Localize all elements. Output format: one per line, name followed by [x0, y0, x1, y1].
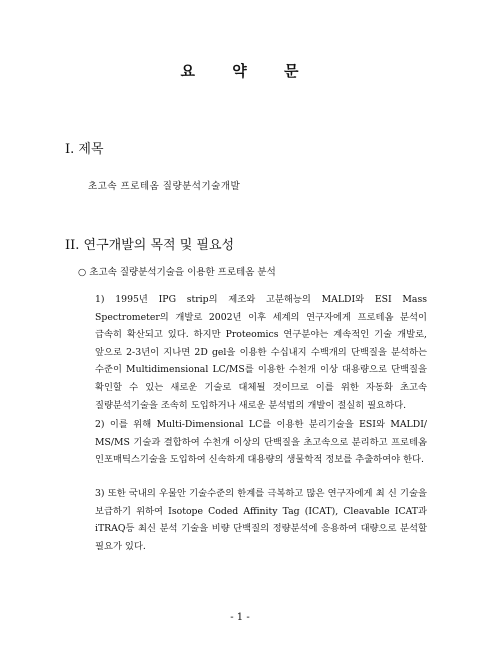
paragraph-2: 2) 이를 위해 Multi-Dimensional LC를 이용한 분리기술을 ESI와 MALDI/ MS/MS 기술과 결합하여 수천개 이상의 단백질을 초고속으로 분리하고 프로테옴 인포매틱스기술을 도입하여 신속하게 대용량의 생물학적 정보를 추출하여야 한다. [95, 419, 427, 466]
section-heading-title: I. 제목 [65, 142, 104, 157]
document-title: 요 약 문 [180, 62, 300, 80]
paragraph-3: 3) 또한 국내의 우물안 기술수준의 한계를 극복하고 많은 연구자에게 최 신 기술을 보급하기 위하여 Isotope Coded Affinity Tag (ICAT), Cleavable ICAT과 iTRAQ등 최신 분석 기술을 비량 단백질의 정량분석에 응용하여 대량으로 분석할 필요가 있다. [95, 488, 427, 552]
paragraph-1: 1) 1995년 IPG strip의 제조와 고분해능의 MALDI와 ESI Mass Spectrometer의 개발로 2002년 이후 세계의 연구자에게 프로테옴 분석이 급속히 확산되고 있다. 하지만 Proteomics 연구분야는 계속적인 기술 개발로, 앞으로 2-3년이 지나면 2D gel을 이용한 수십내지 수백개의 단백질을 분석하는 수준이 Multidimensional LC/MS를 이용한 수천개 이상 대용량으로 단백질을 확인할 수 있는 새로운 기술로 대체될 것이므로 이를 위한 자동화 초고속 질량분석기술을 조속히 도입하거나 새로운 분석법의 개발이 절실히 필요하다. [95, 294, 427, 411]
section-heading-purpose: II. 연구개발의 목적 및 필요성 [65, 238, 235, 253]
page-number: - 1 - [230, 612, 250, 623]
bullet-item: ○ 초고속 질량분석기술을 이용한 프로테옴 분석 [78, 267, 276, 278]
project-title-text: 초고속 프로테옴 질량분석기술개발 [88, 181, 241, 192]
